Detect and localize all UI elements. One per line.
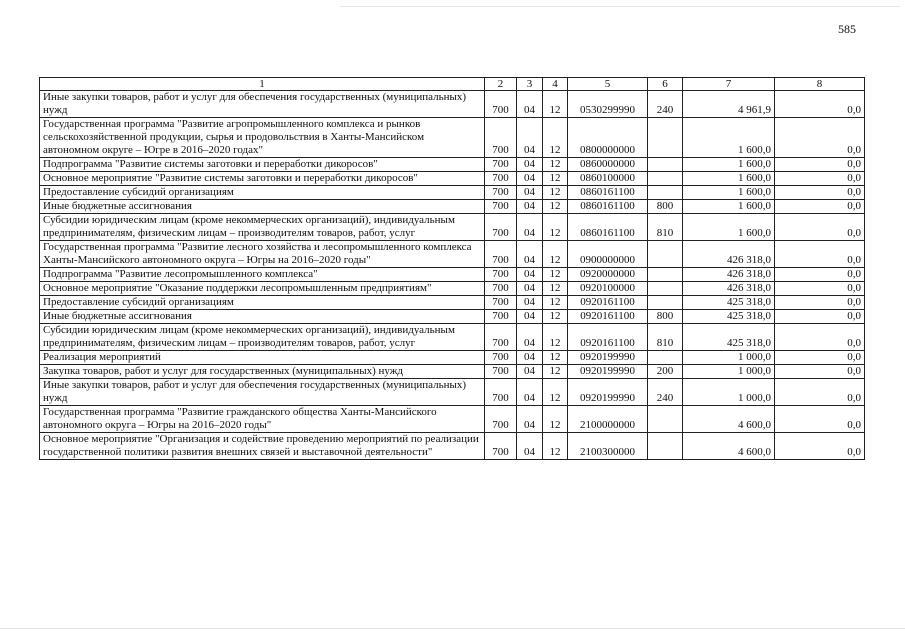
row-code-5: 0860161100: [568, 186, 648, 200]
row-amount-7: 1 600,0: [683, 158, 775, 172]
row-code-4: 12: [543, 282, 568, 296]
column-header: 3: [517, 78, 543, 91]
row-code-2: 700: [485, 158, 517, 172]
row-amount-7: 4 961,9: [683, 91, 775, 118]
table-row: [40, 433, 865, 460]
row-amount-7: 426 318,0: [683, 241, 775, 268]
table-row: [40, 282, 865, 296]
row-name: Иные бюджетные ассигнования: [40, 200, 485, 214]
row-code-6: 800: [648, 310, 683, 324]
row-code-5: 0920199990: [568, 379, 648, 406]
column-header: 6: [648, 78, 683, 91]
row-name: Подпрограмма "Развитие системы заготовки и переработки дикоросов": [40, 158, 485, 172]
row-code-5: 2100000000: [568, 406, 648, 433]
row-name: Субсидии юридическим лицам (кроме некоммерческих организаций), индивидуальным предпринимателям, физическим лицам – производителям товаров, работ, услуг: [40, 214, 485, 241]
row-code-2: 700: [485, 282, 517, 296]
row-code-3: 04: [517, 118, 543, 158]
row-name: Иные бюджетные ассигнования: [40, 310, 485, 324]
row-name: Государственная программа "Развитие гражданского общества Ханты-Мансийского автономного округа – Югры на 2016–2020 годы": [40, 406, 485, 433]
row-amount-8: 0,0: [775, 158, 865, 172]
row-code-5: 0920000000: [568, 268, 648, 282]
row-amount-7: 1 600,0: [683, 172, 775, 186]
row-code-2: 700: [485, 296, 517, 310]
column-header: 7: [683, 78, 775, 91]
row-amount-7: 426 318,0: [683, 282, 775, 296]
row-name: Государственная программа "Развитие лесного хозяйства и лесопромышленного комплекса Ханты-Мансийского автономного округа – Югры на 2016–2020 годы": [40, 241, 485, 268]
row-name: Предоставление субсидий организациям: [40, 296, 485, 310]
row-code-6: 800: [648, 200, 683, 214]
row-code-2: 700: [485, 365, 517, 379]
row-amount-7: 1 600,0: [683, 200, 775, 214]
row-code-6: 240: [648, 379, 683, 406]
row-amount-7: 425 318,0: [683, 296, 775, 310]
row-code-6: 810: [648, 214, 683, 241]
row-amount-8: 0,0: [775, 241, 865, 268]
table-row: [40, 406, 865, 433]
row-name: Основное мероприятие "Оказание поддержки лесопромышленным предприятиям": [40, 282, 485, 296]
row-code-6: [648, 241, 683, 268]
table-row: [40, 379, 865, 406]
row-amount-8: 0,0: [775, 365, 865, 379]
row-amount-7: 1 000,0: [683, 365, 775, 379]
row-amount-7: 426 318,0: [683, 268, 775, 282]
column-header: 4: [543, 78, 568, 91]
table-row: [40, 186, 865, 200]
table-row: [40, 324, 865, 351]
row-code-4: 12: [543, 406, 568, 433]
row-name: Закупка товаров, работ и услуг для государственных (муниципальных) нужд: [40, 365, 485, 379]
table-row: [40, 296, 865, 310]
row-amount-8: 0,0: [775, 282, 865, 296]
row-code-2: 700: [485, 214, 517, 241]
row-code-5: 0920199990: [568, 351, 648, 365]
row-name: Иные закупки товаров, работ и услуг для обеспечения государственных (муниципальных) нужд: [40, 379, 485, 406]
row-code-4: 12: [543, 200, 568, 214]
row-code-4: 12: [543, 186, 568, 200]
row-code-3: 04: [517, 351, 543, 365]
row-code-2: 700: [485, 91, 517, 118]
row-amount-7: 1 600,0: [683, 118, 775, 158]
row-name: Реализация мероприятий: [40, 351, 485, 365]
row-code-6: [648, 172, 683, 186]
row-code-5: 0920161100: [568, 310, 648, 324]
row-amount-7: 1 600,0: [683, 186, 775, 200]
row-code-3: 04: [517, 406, 543, 433]
row-code-5: 0860100000: [568, 172, 648, 186]
row-code-4: 12: [543, 268, 568, 282]
row-code-6: 240: [648, 91, 683, 118]
row-amount-8: 0,0: [775, 186, 865, 200]
row-code-2: 700: [485, 379, 517, 406]
row-name: Основное мероприятие "Развитие системы заготовки и переработки дикоросов": [40, 172, 485, 186]
row-code-3: 04: [517, 91, 543, 118]
row-code-4: 12: [543, 241, 568, 268]
row-code-3: 04: [517, 282, 543, 296]
row-code-2: 700: [485, 268, 517, 282]
row-code-6: [648, 268, 683, 282]
table-row: [40, 200, 865, 214]
table-row: [40, 241, 865, 268]
row-code-4: 12: [543, 351, 568, 365]
row-code-4: 12: [543, 324, 568, 351]
row-amount-8: 0,0: [775, 296, 865, 310]
table-row: [40, 351, 865, 365]
row-code-6: [648, 351, 683, 365]
row-code-3: 04: [517, 296, 543, 310]
row-code-3: 04: [517, 200, 543, 214]
row-amount-8: 0,0: [775, 310, 865, 324]
row-code-4: 12: [543, 433, 568, 460]
row-code-4: 12: [543, 118, 568, 158]
row-amount-7: 425 318,0: [683, 310, 775, 324]
row-code-4: 12: [543, 91, 568, 118]
row-code-4: 12: [543, 214, 568, 241]
row-code-4: 12: [543, 158, 568, 172]
row-code-2: 700: [485, 118, 517, 158]
table-row: [40, 118, 865, 158]
row-code-3: 04: [517, 310, 543, 324]
table-row: [40, 268, 865, 282]
row-code-6: [648, 158, 683, 172]
bottom-scan-artifact: [0, 628, 905, 629]
table-row: [40, 214, 865, 241]
row-name: Субсидии юридическим лицам (кроме некоммерческих организаций), индивидуальным предпринимателям, физическим лицам – производителям товаров, работ, услуг: [40, 324, 485, 351]
row-code-3: 04: [517, 433, 543, 460]
row-code-5: 0530299990: [568, 91, 648, 118]
column-header: 2: [485, 78, 517, 91]
row-code-5: 0860161100: [568, 200, 648, 214]
row-code-2: 700: [485, 241, 517, 268]
row-code-5: 0860161100: [568, 214, 648, 241]
row-name: Предоставление субсидий организациям: [40, 186, 485, 200]
row-code-5: 0800000000: [568, 118, 648, 158]
row-amount-7: 1 000,0: [683, 379, 775, 406]
row-amount-8: 0,0: [775, 172, 865, 186]
row-code-6: [648, 406, 683, 433]
page-number: 585: [838, 22, 856, 36]
row-code-3: 04: [517, 241, 543, 268]
column-header: 1: [40, 78, 485, 91]
table-body: [40, 91, 865, 460]
table-row: [40, 365, 865, 379]
row-amount-7: 1 000,0: [683, 351, 775, 365]
row-code-2: 700: [485, 186, 517, 200]
row-code-6: [648, 433, 683, 460]
row-code-2: 700: [485, 324, 517, 351]
row-code-5: 0920199990: [568, 365, 648, 379]
row-code-6: 810: [648, 324, 683, 351]
row-code-5: 0920161100: [568, 324, 648, 351]
row-code-5: 0920100000: [568, 282, 648, 296]
row-amount-8: 0,0: [775, 268, 865, 282]
row-code-5: 0920161100: [568, 296, 648, 310]
column-header: 8: [775, 78, 865, 91]
table-row: [40, 172, 865, 186]
row-code-3: 04: [517, 365, 543, 379]
row-code-3: 04: [517, 186, 543, 200]
row-amount-8: 0,0: [775, 200, 865, 214]
row-code-3: 04: [517, 268, 543, 282]
table-header-row: [40, 78, 865, 91]
row-amount-8: 0,0: [775, 433, 865, 460]
row-amount-8: 0,0: [775, 118, 865, 158]
row-code-6: [648, 118, 683, 158]
row-name: Подпрограмма "Развитие лесопромышленного комплекса": [40, 268, 485, 282]
row-amount-7: 4 600,0: [683, 433, 775, 460]
row-code-2: 700: [485, 172, 517, 186]
table-row: [40, 310, 865, 324]
row-code-6: [648, 282, 683, 296]
row-code-4: 12: [543, 379, 568, 406]
row-code-2: 700: [485, 351, 517, 365]
row-code-4: 12: [543, 296, 568, 310]
table-row: [40, 91, 865, 118]
row-code-4: 12: [543, 365, 568, 379]
row-amount-8: 0,0: [775, 379, 865, 406]
row-code-2: 700: [485, 406, 517, 433]
row-code-4: 12: [543, 310, 568, 324]
row-code-5: 2100300000: [568, 433, 648, 460]
row-code-4: 12: [543, 172, 568, 186]
row-name: Основное мероприятие "Организация и содействие проведению мероприятий по реализации государственной политики развития внешних связей и выставочной деятельности": [40, 433, 485, 460]
row-code-2: 700: [485, 200, 517, 214]
row-code-6: [648, 186, 683, 200]
top-scan-artifact: [340, 6, 900, 7]
row-name: Государственная программа "Развитие агропромышленного комплекса и рынков сельскохозяйственной продукции, сырья и продовольствия в Ханты-Мансийском автономном округе – Югре в 2016–2020 годах": [40, 118, 485, 158]
row-amount-7: 1 600,0: [683, 214, 775, 241]
row-code-3: 04: [517, 379, 543, 406]
row-code-3: 04: [517, 158, 543, 172]
row-code-3: 04: [517, 172, 543, 186]
row-amount-7: 425 318,0: [683, 324, 775, 351]
row-amount-8: 0,0: [775, 214, 865, 241]
row-code-2: 700: [485, 310, 517, 324]
budget-table: [39, 77, 865, 460]
row-code-2: 700: [485, 433, 517, 460]
row-amount-8: 0,0: [775, 91, 865, 118]
row-amount-8: 0,0: [775, 324, 865, 351]
row-name: Иные закупки товаров, работ и услуг для обеспечения государственных (муниципальных) нужд: [40, 91, 485, 118]
row-code-6: 200: [648, 365, 683, 379]
row-amount-8: 0,0: [775, 406, 865, 433]
row-amount-8: 0,0: [775, 351, 865, 365]
row-code-5: 0900000000: [568, 241, 648, 268]
column-header: 5: [568, 78, 648, 91]
row-code-6: [648, 296, 683, 310]
row-code-3: 04: [517, 324, 543, 351]
row-code-5: 0860000000: [568, 158, 648, 172]
row-code-3: 04: [517, 214, 543, 241]
row-amount-7: 4 600,0: [683, 406, 775, 433]
table-row: [40, 158, 865, 172]
